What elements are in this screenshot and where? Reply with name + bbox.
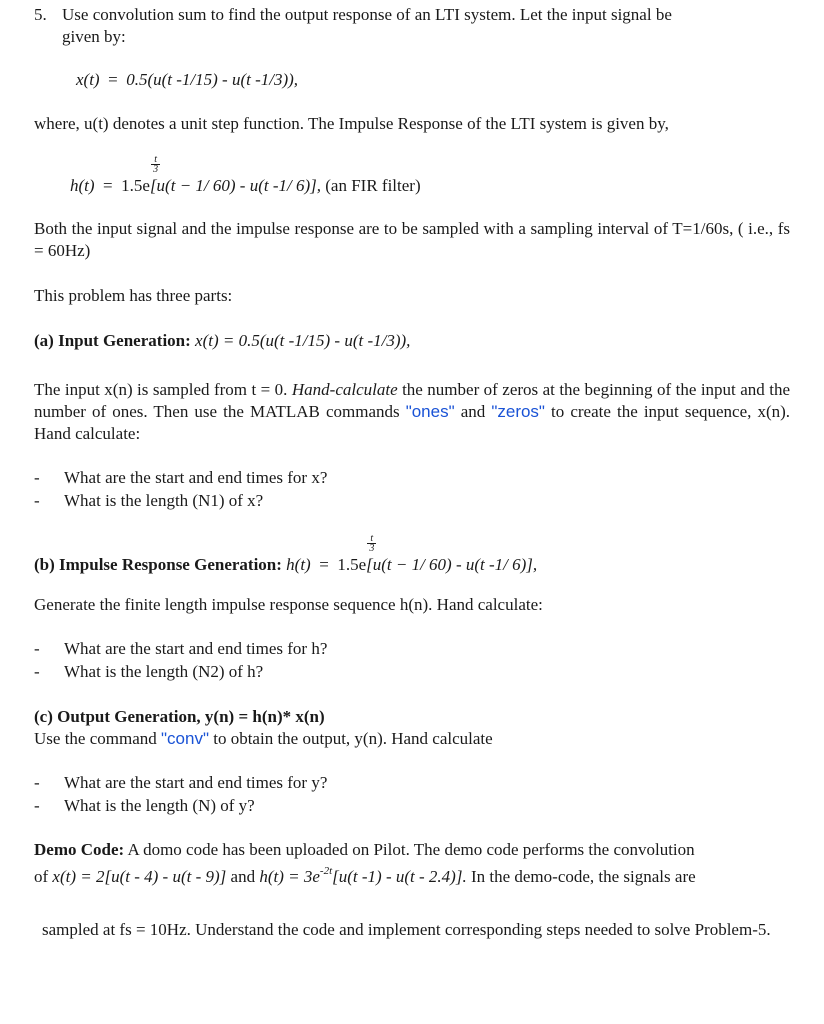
h-equation: h(t) = 1.5e t 3 [u(t − 1/ 60) - u(t -1/ 6)], (an FIR filter) xyxy=(70,154,421,195)
part-a-equation: x(t) = 0.5(u(t -1/15) - u(t -1/3)), xyxy=(195,331,411,350)
problem-number: 5. xyxy=(34,5,47,24)
h-equation-body: [u(t − 1/ 60) - u(t -1/ 6)], xyxy=(149,176,321,195)
h-equation-lhs: h(t) xyxy=(70,176,95,195)
part-a-heading-line xyxy=(34,330,410,352)
cmd-conv: "conv" xyxy=(161,729,209,748)
parts-intro: This problem has three parts: xyxy=(34,286,233,305)
demo-line-2: of x(t) = 2[u(t - 4) - u(t - 9)] and $h(t) = 3e^{-2t}[u(t$ -1) - u(t - 2.4)]. In the demo-code, the signals are xyxy=(34,865,696,886)
part-b-question-1: - What are the start and end times for h? xyxy=(34,639,328,658)
demo-line-3: sampled at fs = 10Hz. Understand the code and implement corresponding steps needed to solve Problem-5. xyxy=(42,920,771,939)
problem-intro-cont: given by: xyxy=(62,27,126,46)
x-equation: x(t) = 0.5(u(t -1/15) - u(t -1/3)), xyxy=(76,70,299,89)
sampling-text: Both the input signal and the impulse response are to be sampled with a sampling interval of T=1/60s, ( i.e., fs = 60Hz) xyxy=(34,219,790,260)
problem-intro: Use convolution sum to find the output response of an LTI system. Let the input signal be xyxy=(62,5,672,24)
part-b-equation-body: [u(t − 1/ 60) - u(t -1/ 6)], xyxy=(366,555,538,574)
h-exp-den: 3 xyxy=(153,164,159,175)
part-c-question-2: - What is the length (N) of y? xyxy=(34,796,255,815)
h-equation-coef: 1.5e xyxy=(121,176,150,195)
cmd-zeros: "zeros" xyxy=(491,402,545,421)
part-a-paragraph: The input x(n) is sampled from t = 0. Hand-calculate the number of zeros at the beginning of the input and the number of ones. Then use the MATLAB commands "ones" and "zeros" to create the input sequence, x(n). Hand calculate: xyxy=(34,380,791,443)
part-a-question-2: - What is the length (N1) of x? xyxy=(34,491,264,510)
part-b-heading-line: (b) Impulse Response Generation: h(t) = 1.5e t 3 [u(t − 1/ 60) - u(t -1/ 6)], xyxy=(34,533,538,574)
demo-line-1: Demo Code: A domo code has been uploaded on Pilot. The demo code performs the convolution xyxy=(34,840,695,859)
part-c-paragraph: Use the command "conv" to obtain the output, y(n). Hand calculate xyxy=(34,729,493,748)
x-equation-lhs: x(t) xyxy=(76,70,100,89)
cmd-ones: "ones" xyxy=(405,402,455,421)
h-exp-num: t xyxy=(154,154,158,165)
part-a-question-1: - What are the start and end times for x? xyxy=(34,468,328,487)
part-a-heading: (a) Input Generation: xyxy=(34,331,191,350)
demo-label: Demo Code: xyxy=(34,840,125,859)
unit-step-note: where, u(t) denotes a unit step function. The Impulse Response of the LTI system is given by, xyxy=(34,114,669,133)
demo-x-equation: x(t) = 2[u(t - 4) - u(t - 9)] xyxy=(52,867,227,886)
part-b-question-2: - What is the length (N2) of h? xyxy=(34,662,264,681)
fir-note: (an FIR filter) xyxy=(325,176,421,195)
part-b-equation-lhs: h(t) xyxy=(286,555,311,574)
x-equation-rhs: 0.5(u(t -1/15) - u(t -1/3)), xyxy=(126,70,299,89)
part-b-paragraph: Generate the finite length impulse response sequence h(n). Hand calculate: xyxy=(34,595,543,614)
part-b-heading: (b) Impulse Response Generation: xyxy=(34,555,282,574)
part-c-question-1: - What are the start and end times for y? xyxy=(34,773,328,792)
part-b-equation-coef: 1.5e xyxy=(337,555,367,574)
demo-h-equation: $h(t) = 3e^{-2t}[u(t$ -1) - u(t - 2.4)]. xyxy=(259,865,467,886)
part-c-heading: (c) Output Generation, y(n) = h(n)* x(n) xyxy=(34,707,325,726)
